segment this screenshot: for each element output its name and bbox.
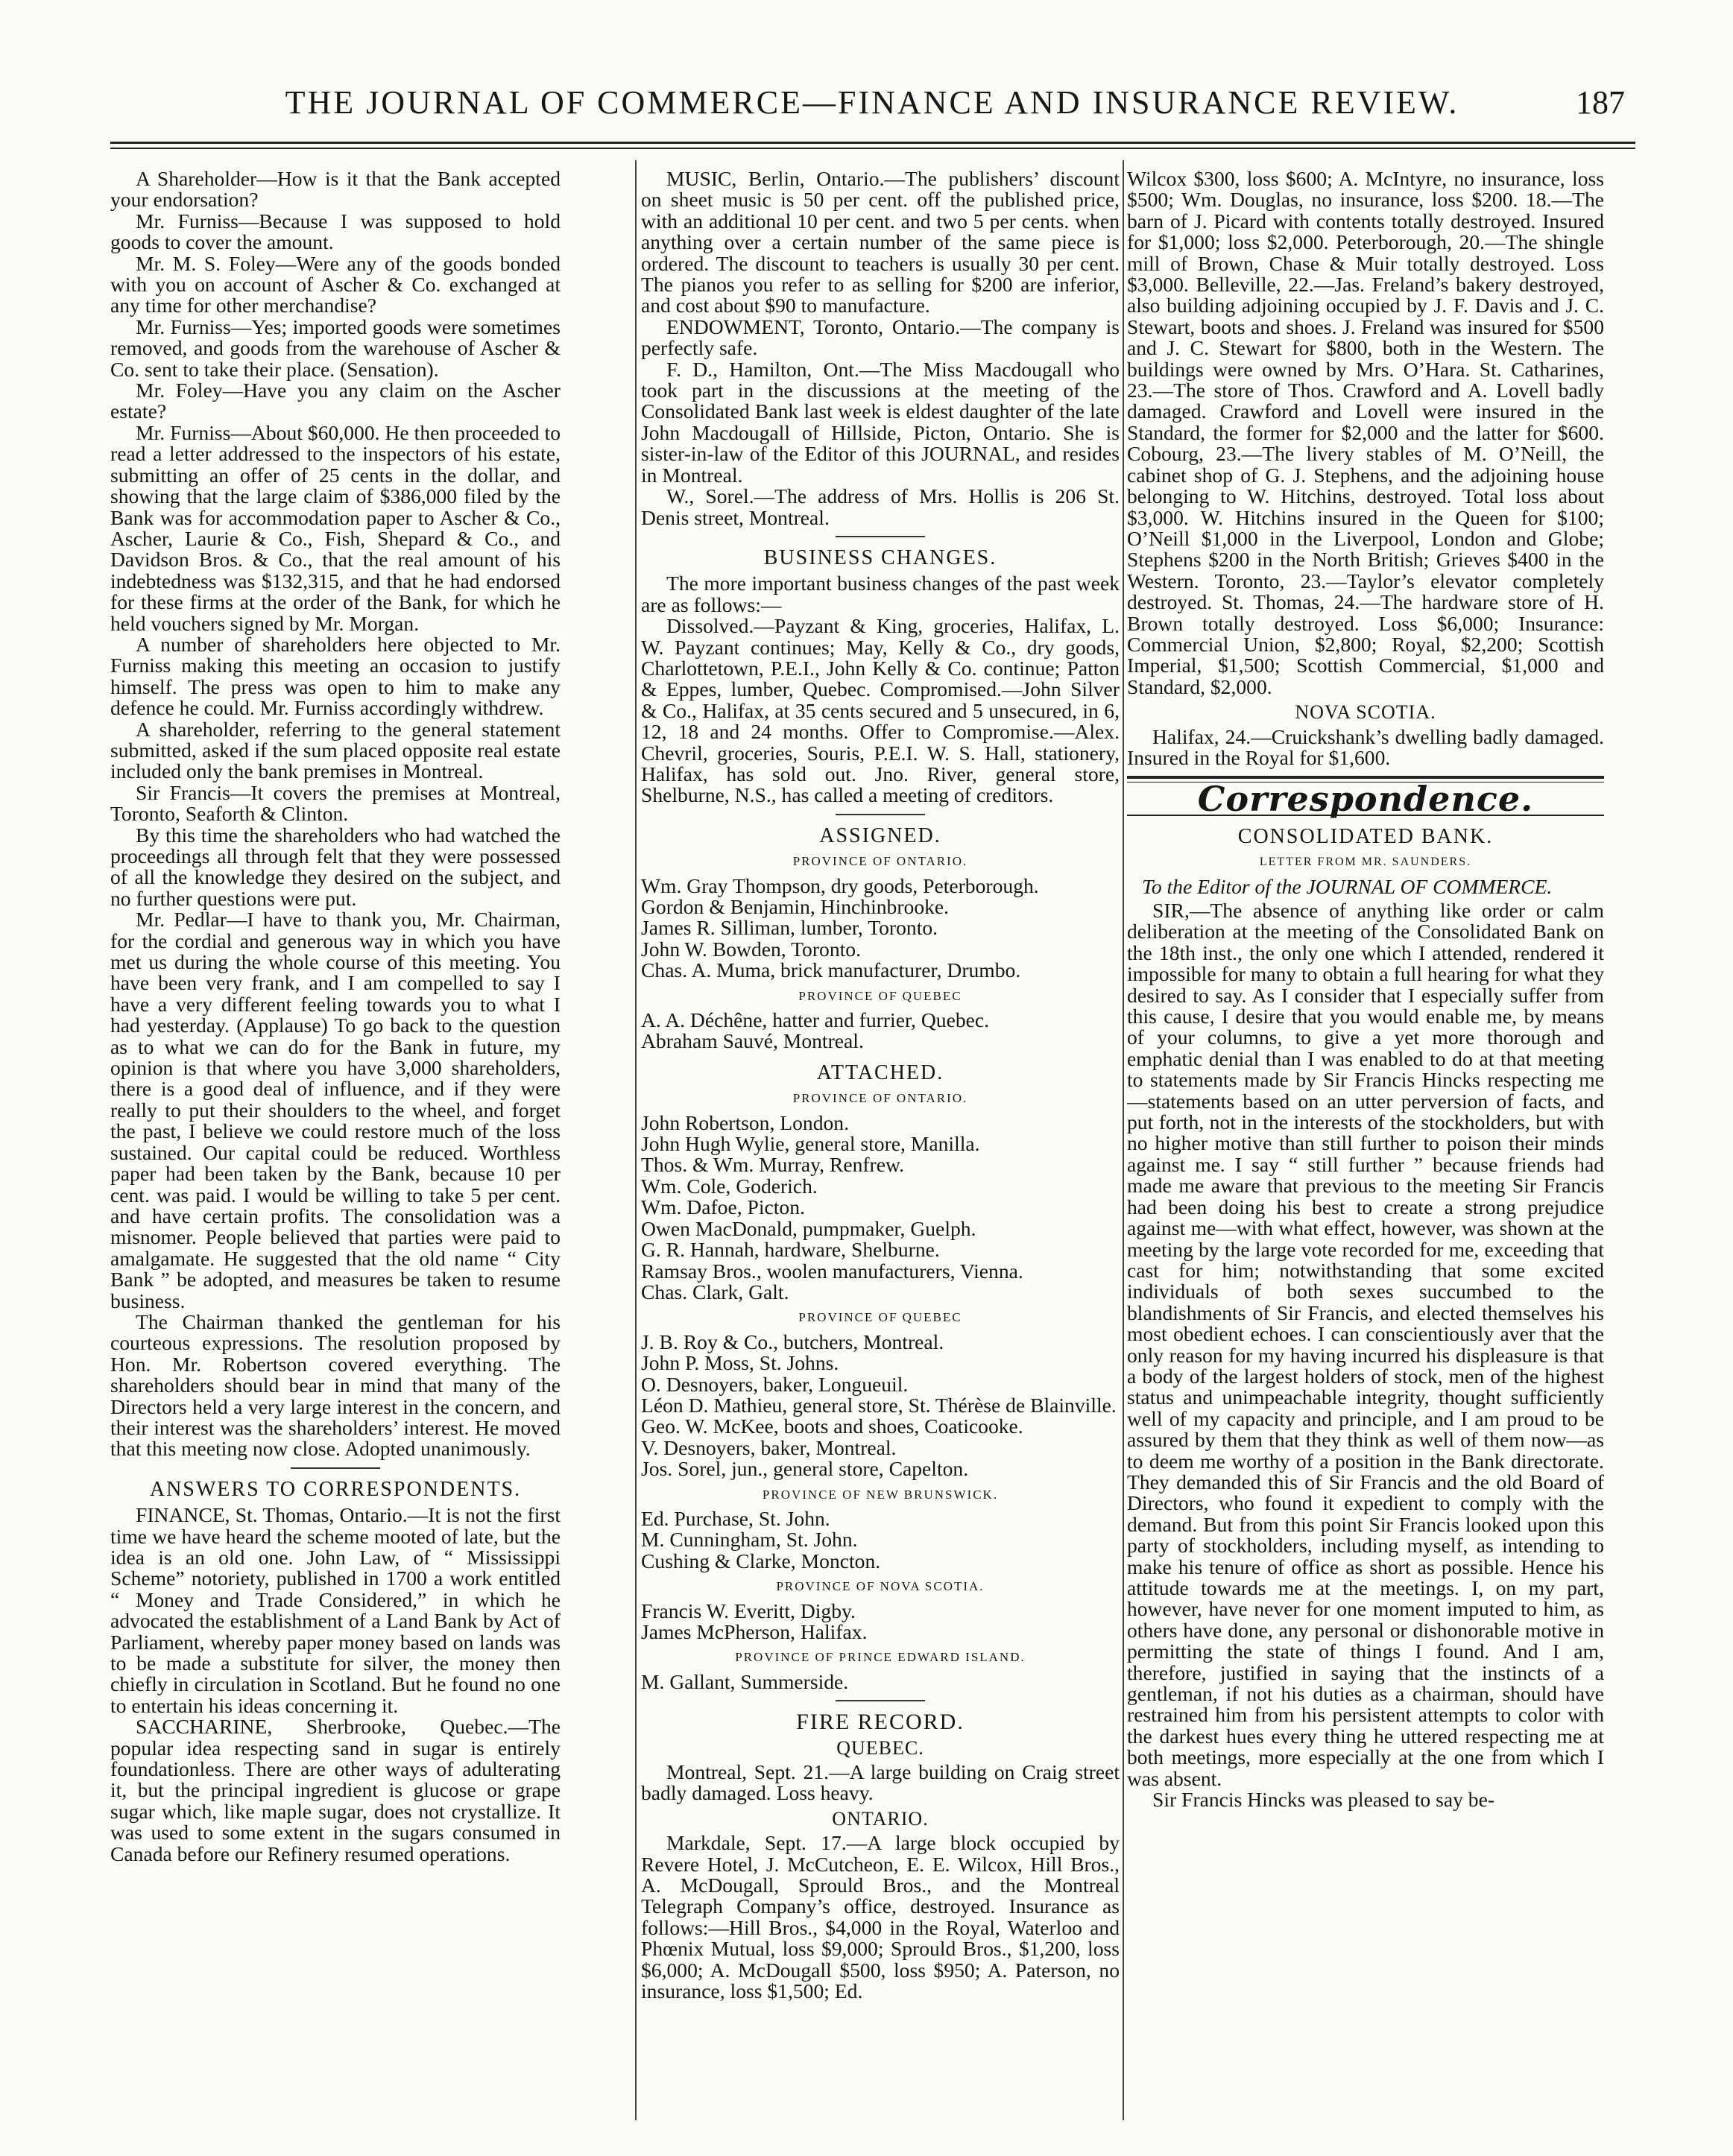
column-2 [641,168,1120,2136]
list-item: M. Gallant, Summerside. [641,1669,849,1693]
paragraph: Mr. M. S. Foley—Were any of the goods bonded with you on account of Ascher & Co. exchanged at any time for other merchandise? [110,251,561,317]
paragraph: Mr. Foley—Have you any claim on the Ascher estate? [110,379,561,423]
page-header [112,83,1632,136]
list-item: John W. Bowden, Toronto. [641,937,861,961]
attached-heading: ATTACHED. [816,1060,944,1084]
section-divider [291,1467,380,1469]
letter-salutation: To the Editor of the JOURNAL OF COMMERCE. [1142,874,1553,898]
province-label: PROVINCE OF NOVA SCOTIA. [776,1579,985,1594]
answer-item: MUSIC, Berlin, Ontario.—The publishers’ discount on sheet music is 50 per cent. off the published price, with an additional 10 per cent. and two 5 per cents. when anything over a certain number of the same piece is ordered. The discount to teachers is usually 30 per cent. The pianos you refer to as selling for $200 are inferior, and cost about $90 to manufacture. [641,168,1120,317]
list-item: Ed. Purchase, St. John. [641,1506,830,1530]
province-label: PROVINCE OF ONTARIO. [792,1091,968,1106]
list-item: Francis W. Everitt, Digby. [641,1599,856,1622]
fire-record-heading: FIRE RECORD. [796,1710,965,1735]
section-divider [836,814,925,815]
fire-entry: Halifax, 24.—Cruickshank’s dwelling badly damaged. Insured in the Royal for $1,600. [1127,724,1604,769]
page-number: 187 [1576,84,1625,121]
list-item: Jos. Sorel, jun., general store, Capelton. [641,1457,969,1481]
paragraph: A Shareholder—How is it that the Bank accepted your endorsation? [110,168,561,212]
province-label: PROVINCE OF QUEBEC [798,1310,962,1325]
business-text: Dissolved.—Payzant & King, groceries, Halifax, L. W. Payzant continues; May, Kelly & Co., dry goods, Charlottetown, P.E.I., John Kelly & Co. continue; Patton & Eppes, lumber, Quebec. Compromised.—John Silver & Co., Halifax, at 35 cents secured and 5 unsecured, in 6, 12, 18 and 24 months. Offer to Compromise.—Alex. Chevril, groceries, Souris, P.E.I. W. S. Hall, stationery, Halifax, has sold out. Jno. River, general store, Shelburne, N.S., has called a meeting of creditors. [641,614,1120,807]
province-label: PROVINCE OF PRINCE EDWARD ISLAND. [735,1650,1026,1665]
list-item: Chas. Clark, Galt. [641,1280,789,1303]
list-item: John Robertson, London. [641,1110,849,1134]
province-label: PROVINCE OF QUEBEC [798,988,962,1003]
paragraph: Mr. Furniss—About $60,000. He then proceeded to read a letter addressed to the inspectors of his estate, submitting an offer of 25 cents in the dollar, and showing that the large claim of $386,000 filed by the Bank was for accommodation paper to Ascher & Co., Ascher, Laurie & Co., Fish, Shepard & Co., and Davidson Bros. & Co., that the real amount of his indebtedness was $132,315, and that he had endorsed for these firms at the order of the Bank, for which he held vouchers signed by Mr. Morgan. [110,420,561,635]
province-label: PROVINCE OF NEW BRUNSWICK. [762,1487,999,1502]
list-item: Chas. A. Muma, brick manufacturer, Drumbo. [641,958,1021,982]
list-item: Geo. W. McKee, boots and shoes, Coaticooke. [641,1414,1023,1438]
list-item: G. R. Hannah, hardware, Shelburne. [641,1238,940,1262]
list-item: Abraham Sauvé, Montreal. [641,1029,864,1053]
list-item: M. Cunningham, St. John. [641,1528,858,1552]
journal-title: THE JOURNAL OF COMMERCE—FINANCE AND INSURANCE REVIEW. [285,84,1459,121]
list-item: Cushing & Clarke, Moncton. [641,1549,881,1572]
list-item: V. Desnoyers, baker, Montreal. [641,1435,897,1459]
column-1 [110,168,561,2121]
paragraph: Sir Francis—It covers the premises at Montreal, Toronto, Seaforth & Clinton. [110,780,561,826]
correspondence-title: Correspondence. [1127,782,1604,814]
list-item: John Hugh Wylie, general store, Manilla. [641,1132,980,1156]
paragraph: Mr. Furniss—Yes; imported goods were sometimes removed, and goods from the warehouse of Ascher & Co. sent to take their place. (Sensation). [110,314,561,381]
column-divider-1 [635,160,637,2120]
list-item: John P. Moss, St. Johns. [641,1351,839,1375]
consolidated-bank-heading: CONSOLIDATED BANK. [1237,824,1494,848]
province-label: NOVA SCOTIA. [1295,701,1436,724]
paragraph: A number of shareholders here objected to Mr. Furniss making this meeting an occasion to justify himself. The press was open to him to make any defence he could. Mr. Furniss accordingly withdrew. [110,632,561,720]
letter-paragraph: Sir Francis Hincks was pleased to say be- [1152,1788,1495,1812]
assigned-heading: ASSIGNED. [819,823,941,847]
province-label: QUEBEC. [836,1736,924,1759]
answer-item: W., Sorel.—The address of Mrs. Hollis is 206 St. Denis street, Montreal. [641,484,1120,529]
paragraph: Mr. Furniss—Because I was supposed to hold goods to cover the amount. [110,209,561,254]
list-item: Thos. & Wm. Murray, Renfrew. [641,1153,905,1177]
answer-item: F. D., Hamilton, Ont.—The Miss Macdougall who took part in the discussions at the meeting of the Consolidated Bank last week is eldest daughter of the late John Macdougall of Hillside, Picton, Ontario. She is sister-in-law of the Editor of this JOURNAL, and resides in Montreal. [641,357,1120,487]
business-intro: The more important business changes of the past week are as follows:— [641,572,1120,616]
paragraph: By this time the shareholders who had watched the proceedings all through felt that they were possessed of all the knowledge they desired on the subject, and no further questions were put. [110,823,561,910]
list-item: Léon D. Mathieu, general store, St. Thérèse de Blainville. [641,1393,1117,1417]
letter-paragraph: SIR,—The absence of anything like order or calm deliberation at the meeting of the Consolidated Bank on the 18th inst., the only one which I attended, rendered it impossible for many to obtain a full hearing for what they desired to say. As I consider that I especially suffer from this cause, I desire that you would enable me, by means of your columns, to give a yet more thorough and emphatic denial than I was enabled to do at that meeting to statements made by Sir Francis Hincks respecting me—statements based on an utter perversion of facts, and put forth, not in the interests of the stockholders, but with no higher motive than still further to poison their minds against me. I say “ still further ” because friends had made me aware that previous to the meeting Sir Francis had been doing his best to create a strong prejudice against me—with what effect, however, was shown at the meeting by the large vote recorded for me, exceeding that cast for him; notwithstanding that some excited individuals of both sexes succumbed to the blandishments of Sir Francis, and elected themselves his most obedient echoes. I can conscientiously aver that the only reason for my having incurred his displeasure is that a body of the largest holders of stock, men of the highest status and unimpeachable integrity, thought sufficiently well of my capacity and principle, and I am proud to be assured by them that they think as well of them now—as to deem me worthy of a position in the Bank directorate. They demanded this of Sir Francis and the old Board of Directors, who found it expedient to comply with the demand. But from this point Sir Francis looked upon this party of stockholders, including myself, as intending to make his tenure of office as short as possible. Hence his attitude towards me at the meetings. I, on my part, however, have never for one moment imputed to him, as others have done, any personal or dishonorable motive in permitting the state of things I found. And I am, therefore, justified in saying that the instincts of a gentleman, if not his duties as a chairman, should have restrained him from his persistent attempts to color with the darkest hues every thing he uttered respecting me at both meetings, more especially at the one from which I was absent. [1127,899,1604,1790]
header-rule-top [110,142,1635,144]
paragraph: Mr. Pedlar—I have to thank you, Mr. Chairman, for the cordial and generous way in which you have met us during the whole course of this meeting. You have been very frank, and I am compelled to say I have a very different feeling towards you to what I had yesterday. (Applause) To go back to the question as to what we can do for the Bank in future, my opinion is that where you have 3,000 shareholders, there is a good deal of influence, and if they were really to put their shoulders to the wheel, and forget the past, I believe we could restore much of the loss sustained. Our capital could be reduced. Worthless paper had been taken by the Bank, because 10 per cent. was paid. I would be willing to take 5 per cent. and have certain profits. The consolidation was a misnomer. People believed that parties were paid to amalgamate. He suggested that the old name “ City Bank ” be adopted, and measures be taken to resume business. [110,908,561,1312]
answers-heading: ANSWERS TO CORRESPONDENTS. [149,1477,522,1501]
fire-entry: Montreal, Sept. 21.—A large building on Craig street badly damaged. Loss heavy. [641,1760,1120,1805]
business-changes-heading: BUSINESS CHANGES. [763,546,997,569]
section-divider [836,1700,925,1701]
correspondence-banner [1127,776,1604,820]
list-item: Wm. Gray Thompson, dry goods, Peterborough. [641,873,1039,897]
fire-entry-continued: Wilcox $300, loss $600; A. McIntyre, no insurance, loss $500; Wm. Douglas, no insurance, loss $200. 18.—The barn of J. Picard with contents totally destroyed. Insured for $1,000; loss $2,000. Peterborough, 20.—The shingle mill of Brown, Chase & Muir totally destroyed. Loss $3,000. Belleville, 22.—Jas. Freland’s bakery destroyed, also building adjoining occupied by J. F. Davis and J. C. Stewart, boots and shoes. J. Freland was insured for $500 and J. C. Stewart for $800, both in the Western. The buildings were owned by Mrs. O’Hara. St. Catharines, 23.—The store of Thos. Crawford and A. Lovell badly damaged. Crawford and Lovell were insured in the Standard, the former for $2,000 and the latter for $600. Cobourg, 23.—The livery stables of M. O’Neill, the cabinet shop of G. J. Stephens, and the adjoining house belonging to W. Hitchins, destroyed. Total loss about $3,000. W. Hitchins insured in the Queen for $100; O’Neill $1,000 in the Liverpool, London and Globe; Stephens $200 in the North British; Grieves $400 in the Western. Toronto, 23.—Taylor’s elevator completely destroyed. St. Thomas, 24.—The hardware store of H. Brown totally destroyed. Loss $6,000; Insurance: Commercial Union, $2,800; Royal, $2,200; Scottish Imperial, $1,500; Scottish Commercial, $1,000 and Standard, $2,000. [1127,168,1604,698]
list-item: A. A. Déchêne, hatter and furrier, Quebec. [641,1008,990,1032]
list-item: James McPherson, Halifax. [641,1620,868,1643]
answer-item: FINANCE, St. Thomas, Ontario.—It is not the first time we have heard the scheme mooted of late, but the idea is an old one. John Law, of “ Mississippi Scheme” notoriety, published in 1700 a work entitled “ Money and Trade Considered,” in which he advocated the establishment of a Land Bank by Act of Parliament, whereby paper money based on lands was to be made a substitute for silver, the money then chiefly in circulation in Scotland. But he found no one to entertain his ideas concerning it. [110,1503,561,1717]
list-item: Wm. Cole, Goderich. [641,1174,818,1198]
list-item: O. Desnoyers, baker, Longueuil. [641,1372,909,1396]
list-item: J. B. Roy & Co., butchers, Montreal. [641,1330,944,1353]
list-item: Owen MacDonald, pumpmaker, Guelph. [641,1216,976,1240]
list-item: James R. Silliman, lumber, Toronto. [641,916,938,940]
paragraph: The Chairman thanked the gentleman for his courteous expressions. The resolution proposed by Hon. Mr. Robertson covered everything. The shareholders should bear in mind that many of the Directors held a very large interest in the concern, and their interest was the shareholders’ interest. He moved that this meeting now close. Adopted unanimously. [110,1309,561,1461]
province-label: PROVINCE OF ONTARIO. [792,854,968,869]
column-3 [1127,168,1604,2136]
answer-item: ENDOWMENT, Toronto, Ontario.—The company is perfectly safe. [641,314,1120,360]
list-item: Ramsay Bros., woolen manufacturers, Vienna. [641,1259,1023,1283]
list-item: Wm. Dafoe, Picton. [641,1195,805,1219]
column-divider-2 [1123,160,1124,2120]
answer-item: SACCHARINE, Sherbrooke, Quebec.—The popular idea respecting sand in sugar is entirely foundationless. There are other ways of adulterating it, but the principal ingredient is glucose or grape sugar which, like maple sugar, does not crystallize. It was used to some extent in the sugars consumed in Canada before our Refinery resumed operations. [110,1715,561,1865]
list-item: Gordon & Benjamin, Hinchinbrooke. [641,895,950,918]
paragraph: A shareholder, referring to the general statement submitted, asked if the sum placed opposite real estate included only the bank premises in Montreal. [110,717,561,783]
header-rule-bottom [110,148,1635,149]
section-divider [836,536,925,537]
letter-byline: LETTER FROM MR. SAUNDERS. [1259,856,1472,869]
province-label: ONTARIO. [832,1807,929,1830]
fire-entry: Markdale, Sept. 17.—A large block occupied by Revere Hotel, J. McCutcheon, E. E. Wilcox, Hill Bros., A. McDougall, Sprould Bros., and the Montreal Telegraph Company’s office, destroyed. Insurance as follows:—Hill Bros., $4,000 in the Royal, Waterloo and Phœnix Mutual, loss $9,000; Sprould Bros., $1,200, loss $6,000; A. McDougall $500, loss $950; A. Paterson, no insurance, loss $1,500; Ed. [641,1831,1120,2003]
